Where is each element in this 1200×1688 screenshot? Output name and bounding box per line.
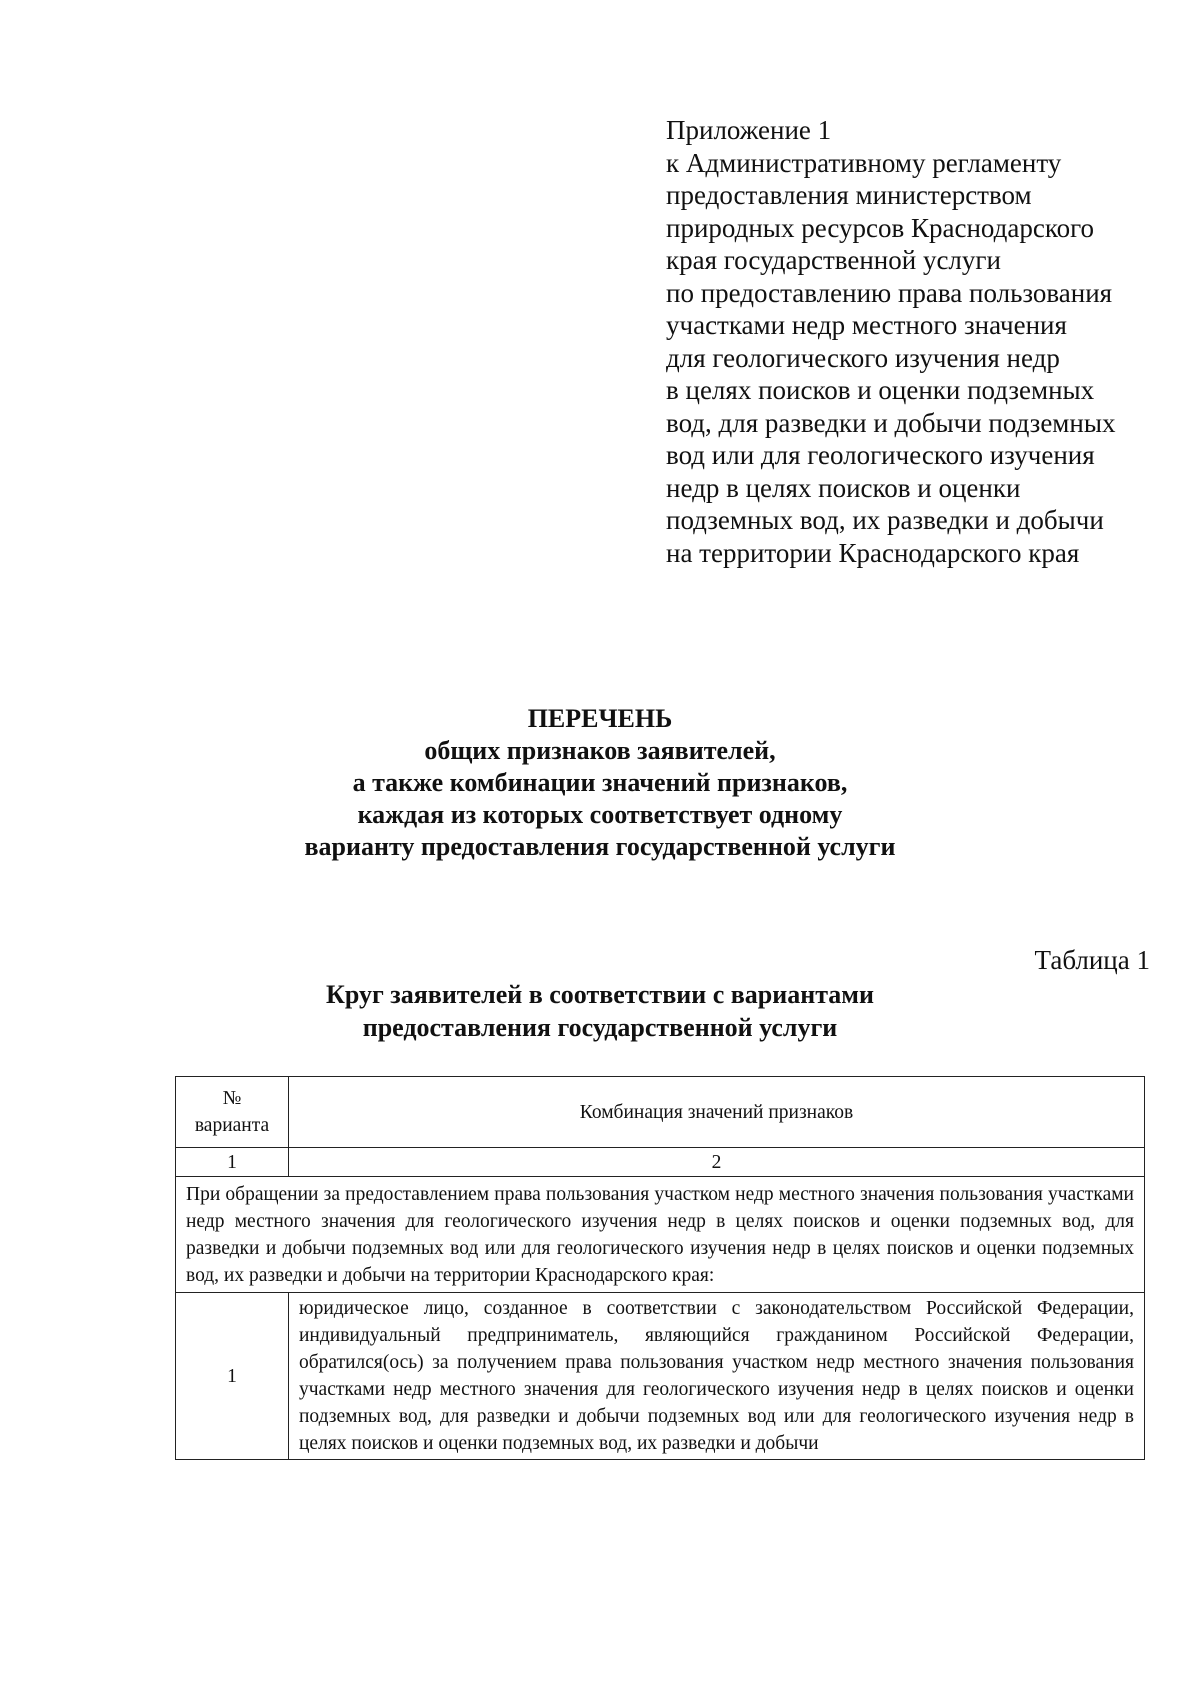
appendix-line: предоставления министерством <box>666 180 1032 210</box>
title-main: ПЕРЕЧЕНЬ <box>527 704 673 733</box>
appendix-line: вод или для геологического изучения <box>666 440 1095 470</box>
appendix-line: подземных вод, их разведки и добычи <box>666 505 1104 535</box>
table-title <box>0 978 1200 1044</box>
group-description: При обращении за предоставлением права пользования участком недр местного значения пользования участками недр местного значения для геологического изучения недр в целях поисков и оценки подземных вод, для разведки и добычи подземных вод или для геологического изучения недр в целях поисков и оценки подземных вод, их разведки и добычи на территории Краснодарского края: <box>176 1177 1145 1293</box>
applicants-table <box>175 1076 1145 1460</box>
title-line: варианту предоставления государственной услуги <box>304 832 896 861</box>
header-variant-word: варианта <box>194 1115 270 1136</box>
appendix-header <box>666 114 1176 569</box>
appendix-line: к Административному регламенту <box>666 147 1062 178</box>
table-title-line: Круг заявителей в соответствии с вариантами <box>325 980 874 1009</box>
column-number-row <box>176 1148 1145 1177</box>
title-line: а также комбинации значений признаков, <box>352 768 848 797</box>
header-combination: Комбинация значений признаков <box>289 1077 1145 1148</box>
appendix-line: края государственной услуги <box>666 245 1001 275</box>
variant-number: 1 <box>176 1293 289 1460</box>
table-title-line: предоставления государственной услуги <box>362 1013 838 1042</box>
table-label: Таблица 1 <box>1034 945 1150 975</box>
title-line: каждая из которых соответствует одному <box>357 800 843 829</box>
appendix-line: участками недр местного значения <box>666 310 1067 340</box>
appendix-line: вод, для разведки и добычи подземных <box>666 407 1116 438</box>
column-number: 1 <box>176 1148 289 1177</box>
appendix-line: для геологического изучения недр <box>666 342 1060 373</box>
appendix-line: по предоставлению права пользования <box>666 277 1113 308</box>
group-row <box>176 1177 1145 1293</box>
header-variant-number <box>176 1077 289 1148</box>
appendix-line: природных ресурсов Краснодарского <box>666 212 1094 243</box>
document-title <box>0 703 1200 863</box>
table-row <box>176 1293 1145 1460</box>
variant-description: юридическое лицо, созданное в соответствии с законодательством Российской Федерации, индивидуальный предприниматель, являющийся гражданином Российской Федерации, обратился(ось) за получением права пользования участком недр местного значения пользования участками недр местного значения для геологического изучения недр в целях поисков и оценки подземных вод, для разведки и добычи подземных вод или для геологического изучения недр в целях поисков и оценки подземных вод, их разведки и добычи <box>289 1293 1145 1460</box>
table-header-row <box>176 1077 1145 1148</box>
appendix-line: в целях поисков и оценки подземных <box>666 375 1095 405</box>
header-variant-symbol: № <box>222 1088 242 1109</box>
title-line: общих признаков заявителей, <box>424 736 776 765</box>
appendix-line: недр в целях поисков и оценки <box>666 472 1021 503</box>
appendix-line: Приложение 1 <box>666 115 832 145</box>
appendix-line: на территории Краснодарского края <box>666 537 1080 568</box>
column-number: 2 <box>289 1148 1145 1177</box>
